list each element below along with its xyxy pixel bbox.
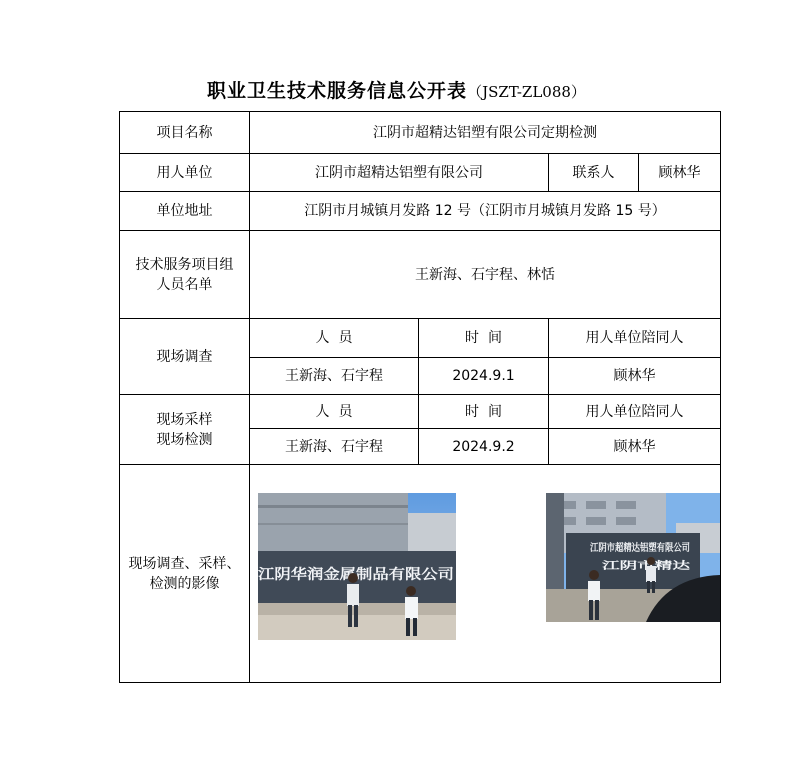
document-title bbox=[0, 76, 793, 103]
survey-time: 2024.9.1 bbox=[419, 358, 549, 395]
sampling-escort: 顾林华 bbox=[549, 429, 721, 465]
contact-value: 顾林华 bbox=[639, 154, 721, 192]
sampling-col-personnel: 人 员 bbox=[250, 395, 419, 429]
sampling-col-escort: 用人单位陪同人 bbox=[549, 395, 721, 429]
survey-label: 现场调查 bbox=[120, 319, 250, 395]
images-label: 现场调查、采样、检测的影像 bbox=[120, 465, 250, 683]
photo1-sign-text: 江阴华润金属制品有限公司 bbox=[258, 567, 426, 583]
site-photo-2 bbox=[546, 493, 720, 622]
sampling-time: 2024.9.2 bbox=[419, 429, 549, 465]
sampling-personnel: 王新海、石宇程 bbox=[250, 429, 419, 465]
survey-col-time: 时 间 bbox=[419, 319, 549, 358]
row-project bbox=[120, 112, 721, 154]
team-value: 王新海、石宇程、林恬 bbox=[250, 231, 721, 319]
contact-label: 联系人 bbox=[549, 154, 639, 192]
survey-col-escort: 用人单位陪同人 bbox=[549, 319, 721, 358]
row-team bbox=[120, 231, 721, 319]
address-label: 单位地址 bbox=[120, 192, 250, 231]
sampling-col-time: 时 间 bbox=[419, 395, 549, 429]
title-main: 职业卫生技术服务信息公开表 bbox=[207, 80, 468, 102]
employer-label: 用人单位 bbox=[120, 154, 250, 192]
title-code: （JSZT-ZL088） bbox=[467, 83, 586, 101]
survey-col-personnel: 人 员 bbox=[250, 319, 419, 358]
address-value: 江阴市月城镇月发路 12 号（江阴市月城镇月发路 15 号） bbox=[250, 192, 721, 231]
site-photo-1-image bbox=[258, 493, 456, 640]
team-label: 技术服务项目组人员名单 bbox=[120, 231, 250, 319]
photo2-sign-text-2: 江阴市精达 bbox=[602, 561, 652, 572]
row-address bbox=[120, 192, 721, 231]
photo2-sign-text-1: 江阴市超精达铝塑有限公司 bbox=[590, 543, 710, 554]
survey-personnel: 王新海、石宇程 bbox=[250, 358, 419, 395]
survey-escort: 顾林华 bbox=[549, 358, 721, 395]
employer-value: 江阴市超精达铝塑有限公司 bbox=[250, 154, 549, 192]
images-cell bbox=[250, 465, 721, 683]
project-value: 江阴市超精达铝塑有限公司定期检测 bbox=[250, 112, 721, 154]
row-images bbox=[120, 465, 721, 683]
site-photo-2-image bbox=[546, 493, 720, 622]
row-sampling-header bbox=[120, 395, 721, 429]
photo-area bbox=[250, 465, 720, 681]
row-employer bbox=[120, 154, 721, 192]
sampling-label: 现场采样现场检测 bbox=[120, 395, 250, 465]
project-label: 项目名称 bbox=[120, 112, 250, 154]
row-survey-header bbox=[120, 319, 721, 358]
site-photo-1 bbox=[258, 493, 456, 640]
info-table bbox=[119, 111, 721, 683]
